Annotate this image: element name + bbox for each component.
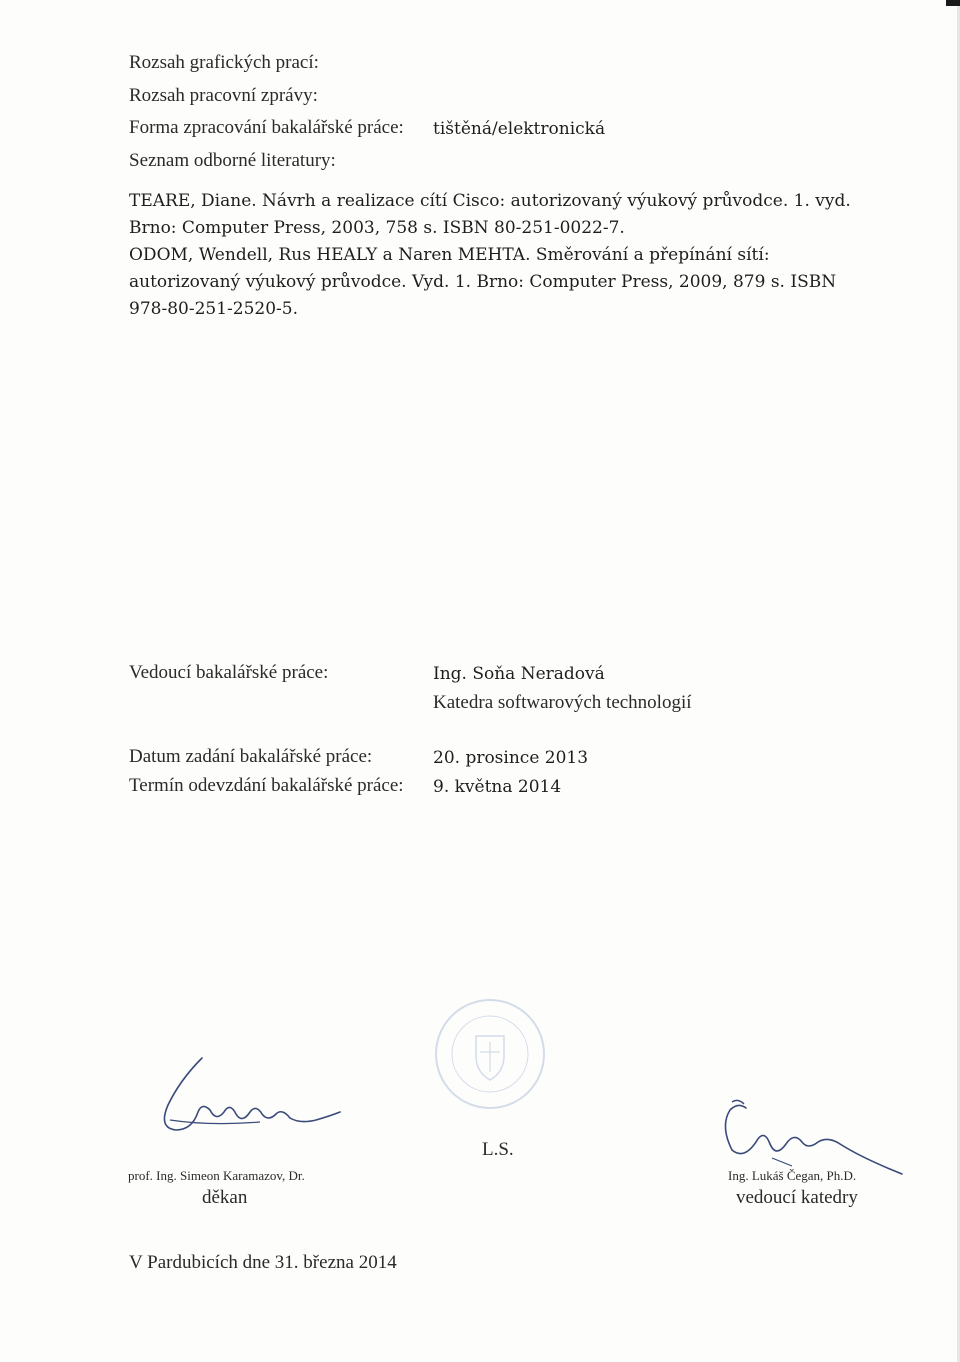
due-date-label: Termín odevzdání bakalářské práce: bbox=[129, 775, 404, 796]
bibliography bbox=[129, 188, 879, 323]
field-form-value: tištěná/elektronická bbox=[433, 119, 606, 139]
head-name: Ing. Lukáš Čegan, Ph.D. bbox=[728, 1168, 857, 1183]
head-signature bbox=[712, 1098, 912, 1178]
field-label: Rozsah pracovní zprávy: bbox=[129, 85, 318, 106]
field-label: Seznam odborné literatury: bbox=[129, 150, 336, 171]
supervisor-label: Vedoucí bakalářské práce: bbox=[129, 662, 329, 683]
bibliography-entry: TEARE, Diane. Návrh a realizace cítí Cisco: autorizovaný výukový průvodce. 1. vyd. Brno: Computer Press, 2003, 758 s. ISBN 80-251-0022-7. bbox=[129, 191, 851, 238]
supervisor-department: Katedra softwarových technologií bbox=[433, 692, 692, 713]
head-title: vedoucí katedry bbox=[736, 1187, 858, 1208]
field-literature bbox=[129, 150, 336, 172]
dean-title: děkan bbox=[202, 1187, 248, 1208]
place-date: V Pardubicích dne 31. března 2014 bbox=[129, 1252, 397, 1273]
page-corner-mark bbox=[946, 0, 960, 6]
assigned-date-label: Datum zadání bakalářské práce: bbox=[129, 746, 373, 767]
supervisor-name: Ing. Soňa Neradová bbox=[433, 664, 605, 684]
university-stamp bbox=[432, 992, 548, 1116]
field-label: Rozsah grafických prací: bbox=[129, 52, 319, 73]
assigned-date-value: 20. prosince 2013 bbox=[433, 748, 589, 768]
due-date-value: 9. května 2014 bbox=[433, 777, 562, 797]
field-report-scope bbox=[129, 85, 318, 107]
seal-label: L.S. bbox=[482, 1139, 514, 1160]
bibliography-entry: ODOM, Wendell, Rus HEALY a Naren MEHTA. Směrování a přepínání sítí: autorizovaný výukový průvodce. Vyd. 1. Brno: Computer Press, 2009, 879 s. ISBN 978-80-251-2520-5. bbox=[129, 245, 837, 319]
field-label: Forma zpracování bakalářské práce: bbox=[129, 117, 404, 138]
dean-name: prof. Ing. Simeon Karamazov, Dr. bbox=[128, 1168, 305, 1183]
field-graphic-scope bbox=[129, 52, 319, 74]
dean-signature bbox=[140, 1050, 350, 1140]
field-form bbox=[129, 117, 404, 139]
